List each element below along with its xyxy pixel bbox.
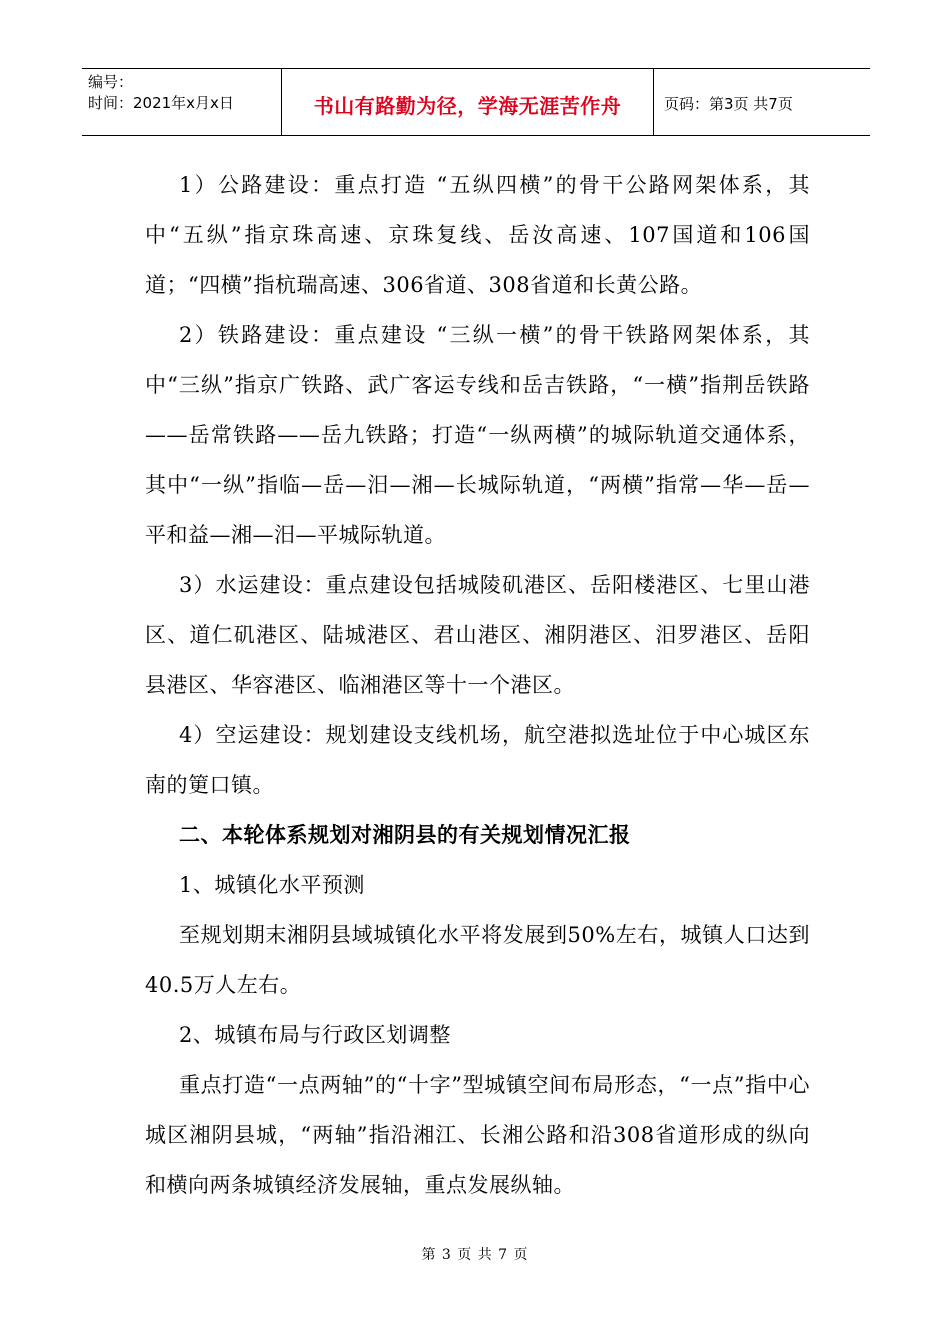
header-page-cell xyxy=(654,69,870,135)
document-body xyxy=(145,160,810,1210)
paragraph-layout: 重点打造“一点两轴”的“十字”型城镇空间布局形态，“一点”指中心城区湘阴县城，“两轴”指沿湘江、长湘公路和沿308省道形成的纵向和横向两条城镇经济发展轴，重点发展纵轴。 xyxy=(145,1073,810,1197)
paragraph-highway: 1）公路建设：重点打造 “五纵四横”的骨干公路网架体系，其中“五纵”指京珠高速、京珠复线、岳汝高速、107国道和106国道；“四横”指杭瑞高速、306省道、308省道和长黄公路。 xyxy=(145,173,810,297)
number-label: 编号： xyxy=(88,73,134,91)
header-page-info: 页码：第3页 共7页 xyxy=(664,94,793,113)
subsection-heading-urbanization: 1、城镇化水平预测 xyxy=(179,873,365,897)
paragraph-urbanization: 至规划期末湘阴县域城镇化水平将发展到50%左右，城镇人口达到40.5万人左右。 xyxy=(145,923,810,997)
header-motto-cell xyxy=(282,69,654,135)
header-motto: 书山有路勤为径，学海无涯苦作舟 xyxy=(313,93,622,118)
page-footer: 第 3 页 共 7 页 xyxy=(421,1247,529,1263)
subsection-heading-layout: 2、城镇布局与行政区划调整 xyxy=(179,1023,451,1047)
section-heading: 二、本轮体系规划对湘阴县的有关规划情况汇报 xyxy=(179,822,631,847)
document-header xyxy=(82,68,870,136)
paragraph-waterway: 3）水运建设：重点建设包括城陵矶港区、岳阳楼港区、七里山港区、道仁矶港区、陆城港区、君山港区、湘阴港区、汨罗港区、岳阳县港区、华容港区、临湘港区等十一个港区。 xyxy=(145,573,810,697)
header-meta xyxy=(82,69,282,135)
paragraph-railway: 2）铁路建设：重点建设 “三纵一横”的骨干铁路网架体系，其中“三纵”指京广铁路、武广客运专线和岳吉铁路，“一横”指荆岳铁路——岳常铁路——岳九铁路；打造“一纵两横”的城际轨道交通体系，其中“一纵”指临—岳—汨—湘—长城际轨道，“两横”指常—华—岳—平和益—湘—汨—平城际轨道。 xyxy=(145,323,810,547)
paragraph-airport: 4）空运建设：规划建设支线机场，航空港拟选址位于中心城区东南的筻口镇。 xyxy=(145,723,810,797)
time-label: 时间：2021年x月x日 xyxy=(88,94,234,112)
